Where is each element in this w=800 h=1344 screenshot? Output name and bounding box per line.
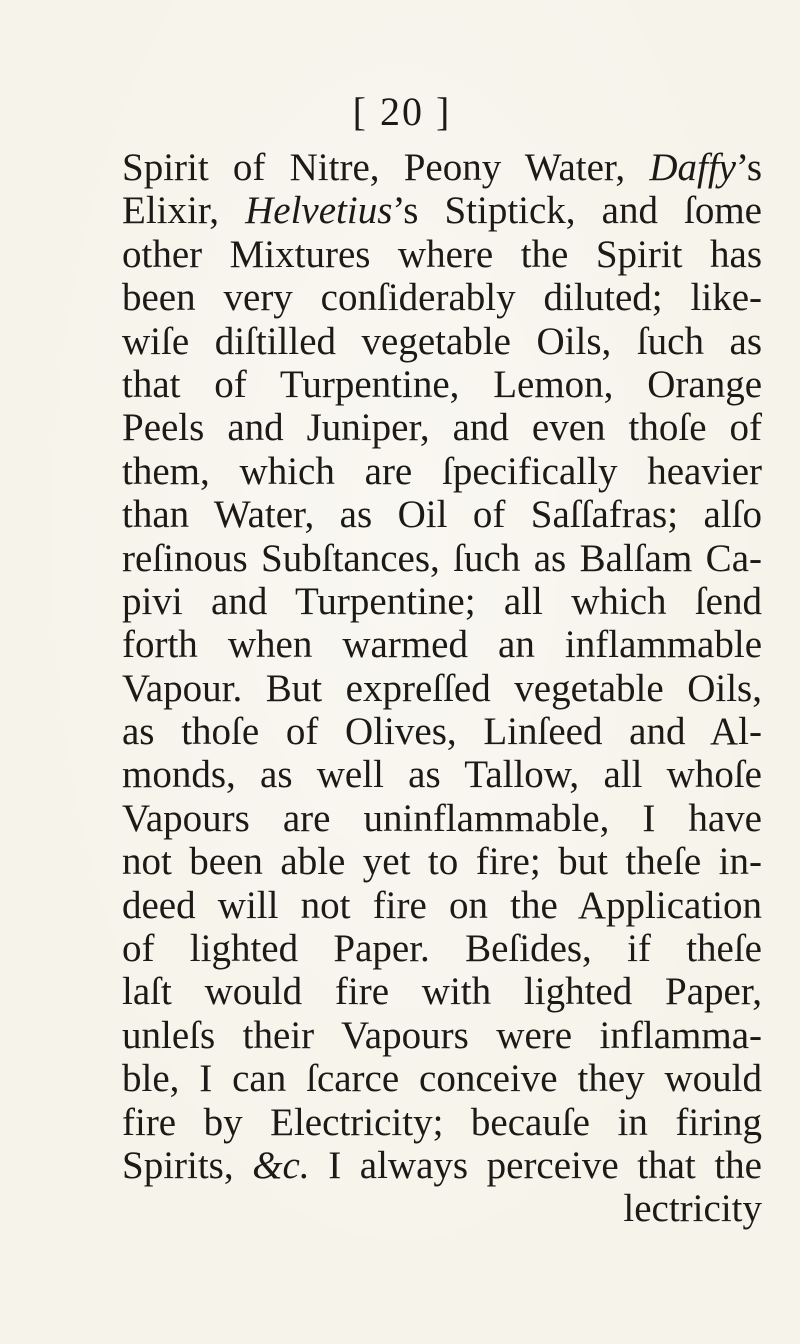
text-run: ’s Stiptick, and ſome	[392, 189, 762, 233]
text-run: as thoſe of Olives, Linſeed and Al-	[122, 710, 762, 754]
text-run: ble, I can ſcarce conceive they would	[122, 1057, 762, 1101]
page-number: [ 20 ]	[352, 89, 452, 134]
text-line	[122, 537, 762, 580]
text-line	[122, 320, 762, 363]
text-run: reſinous Subſtances, ſuch as Balſam Ca-	[122, 536, 762, 580]
text-run: deed will not fire on the Application	[122, 883, 762, 927]
text-line	[122, 1144, 762, 1187]
text-run: laſt would fire with lighted Paper,	[122, 970, 762, 1014]
text-line	[122, 840, 762, 883]
text-line	[122, 363, 762, 406]
text-run: not been able yet to fire; but theſe in-	[122, 840, 762, 884]
text-run: them, which are ſpecifically heavier	[122, 449, 762, 493]
text-line	[122, 884, 762, 927]
text-line	[122, 406, 762, 449]
text-run: than Water, as Oil of Saſſafras; alſo	[122, 493, 762, 537]
text-line	[122, 146, 762, 189]
text-run: Vapours are uninflammable, I have	[122, 796, 762, 840]
catchword: lectricity	[623, 1187, 762, 1231]
text-run: fire by Electricity; becauſe in firing	[122, 1100, 762, 1144]
text-run: that of Turpentine, Lemon, Orange	[122, 362, 762, 406]
text-run: forth when warmed an inflammable	[122, 623, 762, 667]
text-line	[122, 580, 762, 623]
text-line	[122, 927, 762, 970]
text-run: Spirit of Nitre, Peony Water,	[122, 146, 650, 189]
text-line	[122, 1057, 762, 1100]
text-line	[122, 797, 762, 840]
text-run: unleſs their Vapours were inflamma-	[122, 1013, 762, 1057]
text-line	[122, 1014, 762, 1057]
text-line	[122, 667, 762, 710]
text-line	[122, 276, 762, 319]
text-line	[122, 450, 762, 493]
text-run: ’s	[735, 146, 762, 189]
italic-text-run: Daffy	[649, 146, 736, 189]
text-line	[122, 753, 762, 796]
italic-text-run: Helvetius	[245, 189, 393, 233]
text-run: pivi and Turpentine; all which ſend	[122, 579, 762, 623]
text-line	[122, 493, 762, 536]
body-text	[122, 146, 762, 1231]
text-line	[122, 189, 762, 232]
text-run: been very conſiderably diluted; like-	[122, 276, 762, 320]
text-run: Vapour. But expreſſed vegetable Oils,	[122, 666, 762, 710]
text-run: Spirits,	[122, 1143, 253, 1187]
text-run: I always perceive that the	[309, 1143, 762, 1187]
text-run: of lighted Paper. Beſides, if theſe	[122, 927, 762, 971]
text-line	[122, 970, 762, 1013]
text-run: Elixir,	[122, 189, 246, 233]
text-run: Peels and Juniper, and even thoſe of	[122, 406, 762, 450]
italic-text-run: &c.	[252, 1143, 310, 1187]
text-run: monds, as well as Tallow, all whoſe	[122, 753, 762, 797]
text-line	[122, 1101, 762, 1144]
text-run: other Mixtures where the Spirit has	[122, 232, 762, 276]
text-line	[122, 623, 762, 666]
text-line	[122, 710, 762, 753]
text-run: wiſe diſtilled vegetable Oils, ſuch as	[122, 319, 762, 363]
text-line	[122, 233, 762, 276]
